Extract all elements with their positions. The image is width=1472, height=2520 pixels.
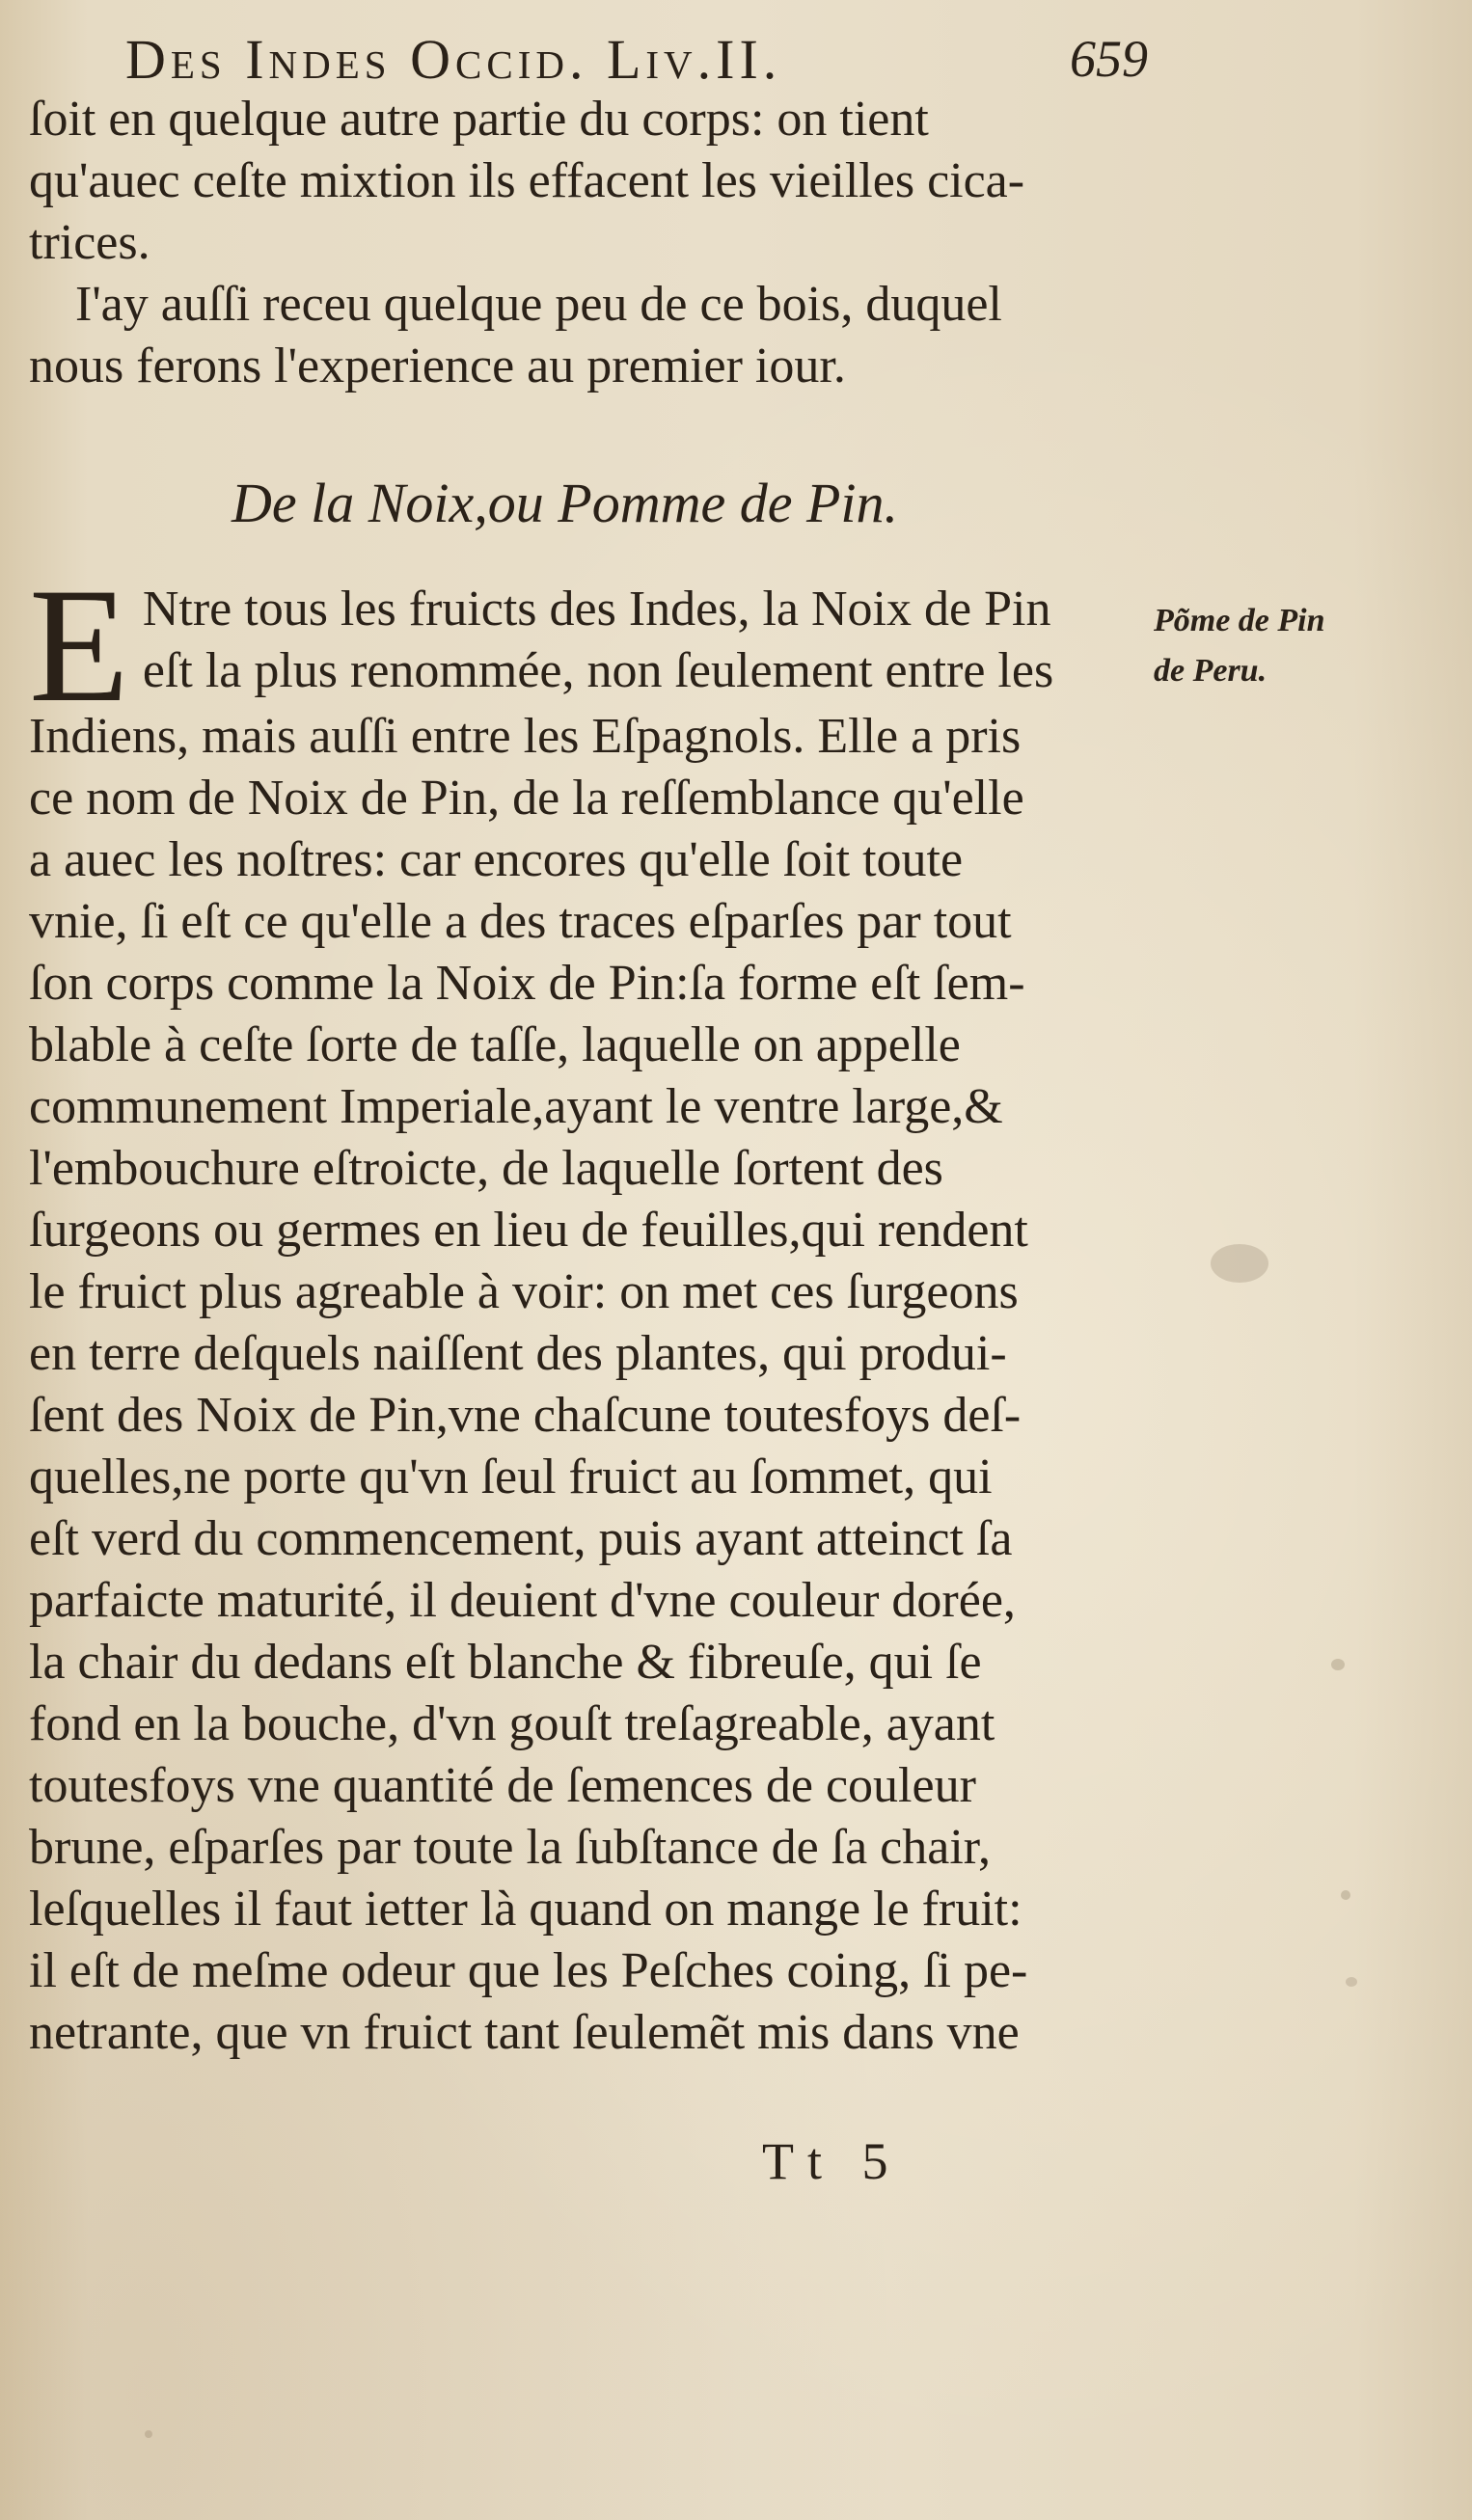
text-line: ſent des Noix de Pin,vne chaſcune toutesfoys deſ- xyxy=(29,1388,1022,1443)
text-line: blable à ceſte ſorte de taſſe, laquelle on appelle xyxy=(29,1017,961,1072)
drop-cap: E xyxy=(29,555,129,736)
text-line: en terre deſquels naiſſent des plantes, qui produi- xyxy=(29,1326,1007,1381)
running-title: Des Indes Occid. Liv.II. xyxy=(125,28,782,91)
margin-note-line: Põme de Pin xyxy=(1154,603,1325,638)
paper-stain xyxy=(1211,1244,1268,1283)
text-line: eſt la plus renommée, non ſeulement entre les xyxy=(142,643,1054,698)
text-line: quelles,ne porte qu'vn ſeul fruict au ſommet, qui xyxy=(29,1450,993,1504)
text-line: qu'auec ceſte mixtion ils effacent les vieilles cica- xyxy=(29,153,1025,208)
text-line: brune, eſparſes par toute la ſubſtance de ſa chair, xyxy=(29,1820,992,1875)
text-line: fond en la bouche, d'vn gouſt treſagreable, ayant xyxy=(29,1696,995,1751)
text-line: toutesfoys vne quantité de ſemences de couleur xyxy=(29,1758,976,1813)
main-paragraph xyxy=(29,555,1186,2064)
intro-paragraph xyxy=(29,89,1186,397)
text-line: nous ferons l'experience au premier iour. xyxy=(29,339,846,393)
text-line: communement Imperiale,ayant le ventre large,& xyxy=(29,1079,1003,1134)
text-line: netrante, que vn fruict tant ſeulemẽt mis dans vne xyxy=(29,2005,1020,2060)
text-line: leſquelles il faut ietter là quand on mange le fruit: xyxy=(29,1882,1022,1937)
text-line: vnie, ſi eſt ce qu'elle a des traces eſparſes par tout xyxy=(29,894,1012,949)
text-line: Indiens, mais auſſi entre les Eſpagnols. Elle a pris xyxy=(29,709,1022,764)
margin-note xyxy=(1154,596,1376,696)
text-line: parfaicte maturité, il deuient d'vne couleur dorée, xyxy=(29,1573,1016,1628)
text-line: ce nom de Noix de Pin, de la reſſemblance qu'elle xyxy=(29,771,1024,826)
signature-mark: Tt 5 xyxy=(762,2132,902,2190)
text-line: I'ay auſſi receu quelque peu de ce bois, duquel xyxy=(75,277,1002,332)
text-line: trices. xyxy=(29,215,150,270)
text-line: il eſt de meſme odeur que les Peſches coing, ſi pe- xyxy=(29,1943,1028,1998)
paper-stain xyxy=(145,2430,152,2438)
text-line: a auec les noſtres: car encores qu'elle ſoit toute xyxy=(29,832,964,887)
paper-stain xyxy=(1341,1890,1350,1900)
text-line: ſon corps comme la Noix de Pin:ſa forme eſt ſem- xyxy=(29,956,1025,1011)
drop-cap-block xyxy=(29,555,1186,736)
section-heading: De la Noix,ou Pomme de Pin. xyxy=(232,472,899,534)
text-line: Ntre tous les fruicts des Indes, la Noix de Pin xyxy=(142,582,1051,637)
folio-number: 659 xyxy=(1070,30,1148,88)
text-line: le fruict plus agreable à voir: on met ces ſurgeons xyxy=(29,1264,1019,1319)
text-line: ſurgeons ou germes en lieu de feuilles,qui rendent xyxy=(29,1203,1028,1258)
text-line: l'embouchure eſtroicte, de laquelle ſortent des xyxy=(29,1141,943,1196)
text-line: ſoit en quelque autre partie du corps: on tient xyxy=(29,92,929,147)
text-line: eſt verd du commencement, puis ayant atteinct ſa xyxy=(29,1511,1013,1566)
paper-stain xyxy=(1331,1659,1345,1670)
margin-note-line: de Peru. xyxy=(1154,653,1268,689)
paper-stain xyxy=(1346,1977,1357,1987)
text-line: la chair du dedans eſt blanche & fibreuſe, qui ſe xyxy=(29,1635,982,1690)
